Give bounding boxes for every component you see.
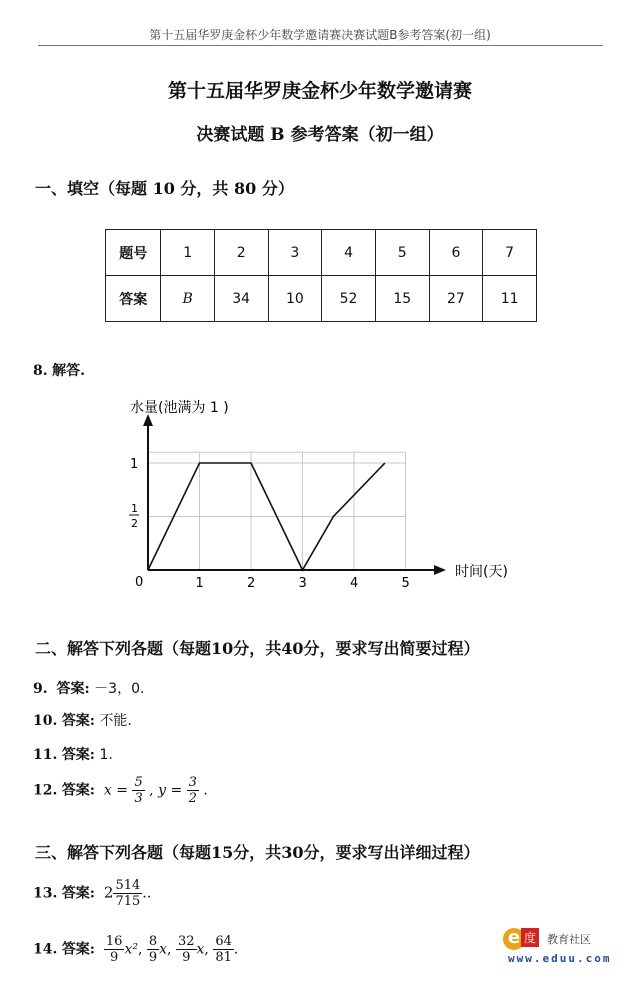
numerator: 5	[134, 775, 143, 790]
page-title: 第十五届华罗庚金杯少年数学邀请赛	[167, 80, 472, 102]
denominator: 3	[134, 791, 143, 806]
denominator: 81	[215, 950, 232, 965]
answer-label: 答案:	[61, 885, 95, 902]
question-12	[33, 775, 208, 806]
question-number: 8.	[33, 363, 48, 379]
separator: ,	[137, 941, 143, 958]
mixed-number-fraction	[113, 878, 142, 909]
equals-sign: =	[116, 782, 128, 799]
fraction-term-4	[213, 934, 234, 965]
section3-heading: 三、解答下列各题（每题15分，共30分，要求写出详细过程）	[35, 843, 480, 862]
x-axis-label: 时间(天)	[455, 564, 508, 580]
y-tick-label: 1	[130, 457, 139, 472]
numerator: 514	[115, 878, 141, 893]
separator: ,	[204, 941, 209, 958]
fraction-y	[187, 775, 199, 806]
header-rule	[38, 45, 603, 46]
y-tick-label-half-numerator: 1	[131, 502, 138, 515]
table-cell: 11	[483, 276, 537, 322]
table-cell: 5	[375, 230, 429, 276]
table-header-cell: 题号	[106, 230, 161, 276]
denominator: 9	[110, 950, 119, 965]
question-number: 10.	[33, 713, 58, 729]
table-cell: 3	[268, 230, 322, 276]
answer-label: 答案:	[61, 941, 95, 958]
eduu-logo	[503, 928, 591, 950]
table-cell: 15	[375, 276, 429, 322]
variable: x	[196, 941, 205, 958]
answer-value: 不能.	[99, 713, 132, 729]
logo-url: www.eduu.com	[508, 952, 612, 965]
table-cell: 1	[161, 230, 214, 276]
table-cell: 2	[214, 230, 268, 276]
section1-heading: 一、填空（每题 10 分，共 80 分）	[35, 179, 294, 198]
question-9	[33, 678, 144, 698]
question-13	[33, 878, 151, 909]
logo-e-mark: e	[503, 928, 525, 950]
running-header: 第十五届华罗庚金杯少年数学邀请赛决赛试题B参考答案(初一组)	[149, 28, 491, 42]
separator: ,	[167, 941, 172, 958]
fraction-term-1	[104, 934, 125, 965]
table-cell: 10	[268, 276, 322, 322]
numerator: 32	[177, 934, 195, 949]
equals-sign: =	[170, 782, 183, 799]
y-axis-label: 水量(池满为 1 )	[130, 400, 229, 416]
table-cell: B	[161, 276, 214, 322]
x-tick-label: 5	[401, 576, 410, 591]
x-tick-label: 2	[247, 576, 256, 591]
y-tick-label-half-denominator: 2	[131, 517, 138, 530]
answer-value: 1.	[99, 747, 113, 763]
period: .	[233, 941, 239, 958]
x-axis-arrow	[434, 565, 446, 575]
logo-du-mark: 度	[521, 928, 539, 947]
mixed-number-whole: 2	[103, 883, 114, 902]
section2-heading: 二、解答下列各题（每题10分，共40分，要求写出简要过程）	[35, 639, 480, 658]
question-8	[33, 360, 85, 380]
water-level-chart	[0, 390, 640, 600]
answer-label: 答案:	[61, 782, 95, 799]
variable: x	[159, 941, 168, 958]
table-cell: 6	[429, 230, 483, 276]
table-cell: 7	[483, 230, 537, 276]
page-subtitle: 决赛试题 B 参考答案（初一组）	[196, 125, 444, 145]
question-14	[33, 934, 238, 965]
question-number: 11.	[33, 747, 58, 763]
question-number: 13.	[33, 885, 58, 902]
fraction-term-3	[176, 934, 197, 965]
period: ..	[142, 885, 152, 902]
answer-label: 答案:	[61, 713, 95, 729]
table-header-cell: 答案	[106, 276, 161, 322]
denominator: 715	[115, 894, 141, 909]
table-cell: 52	[322, 276, 376, 322]
numerator: 64	[215, 934, 232, 949]
question-number: 14.	[33, 941, 58, 958]
chart-grid	[148, 452, 406, 570]
denominator: 2	[188, 791, 197, 806]
answer-label: 解答.	[52, 363, 85, 379]
answer-value: －3，0.	[94, 681, 145, 697]
question-number: 9.	[33, 681, 48, 697]
logo-text: 教育社区	[547, 933, 592, 946]
table-cell: 4	[322, 230, 376, 276]
answer-label: 答案:	[61, 747, 95, 763]
denominator: 9	[182, 950, 191, 965]
period: .	[203, 782, 208, 799]
fraction-term-2	[147, 934, 159, 965]
numerator: 3	[188, 775, 197, 790]
denominator: 9	[148, 950, 158, 965]
question-11	[33, 744, 113, 764]
separator: ,	[149, 782, 154, 799]
variable-y: y	[158, 782, 166, 799]
numerator: 16	[105, 934, 123, 949]
answer-table	[105, 229, 537, 322]
numerator: 8	[148, 934, 158, 949]
answer-label: 答案:	[56, 681, 90, 697]
x-tick-label: 1	[195, 576, 204, 591]
question-10	[33, 710, 132, 730]
question-number: 12.	[33, 782, 58, 799]
fraction-x	[132, 775, 144, 806]
variable: x²	[124, 941, 138, 958]
origin-label: 0	[135, 575, 144, 590]
table-row	[106, 230, 537, 276]
table-cell: 27	[429, 276, 483, 322]
x-tick-label: 3	[298, 576, 307, 591]
variable-x: x	[103, 782, 112, 799]
table-row	[106, 276, 537, 322]
x-tick-label: 4	[350, 576, 359, 591]
table-cell: 34	[214, 276, 268, 322]
